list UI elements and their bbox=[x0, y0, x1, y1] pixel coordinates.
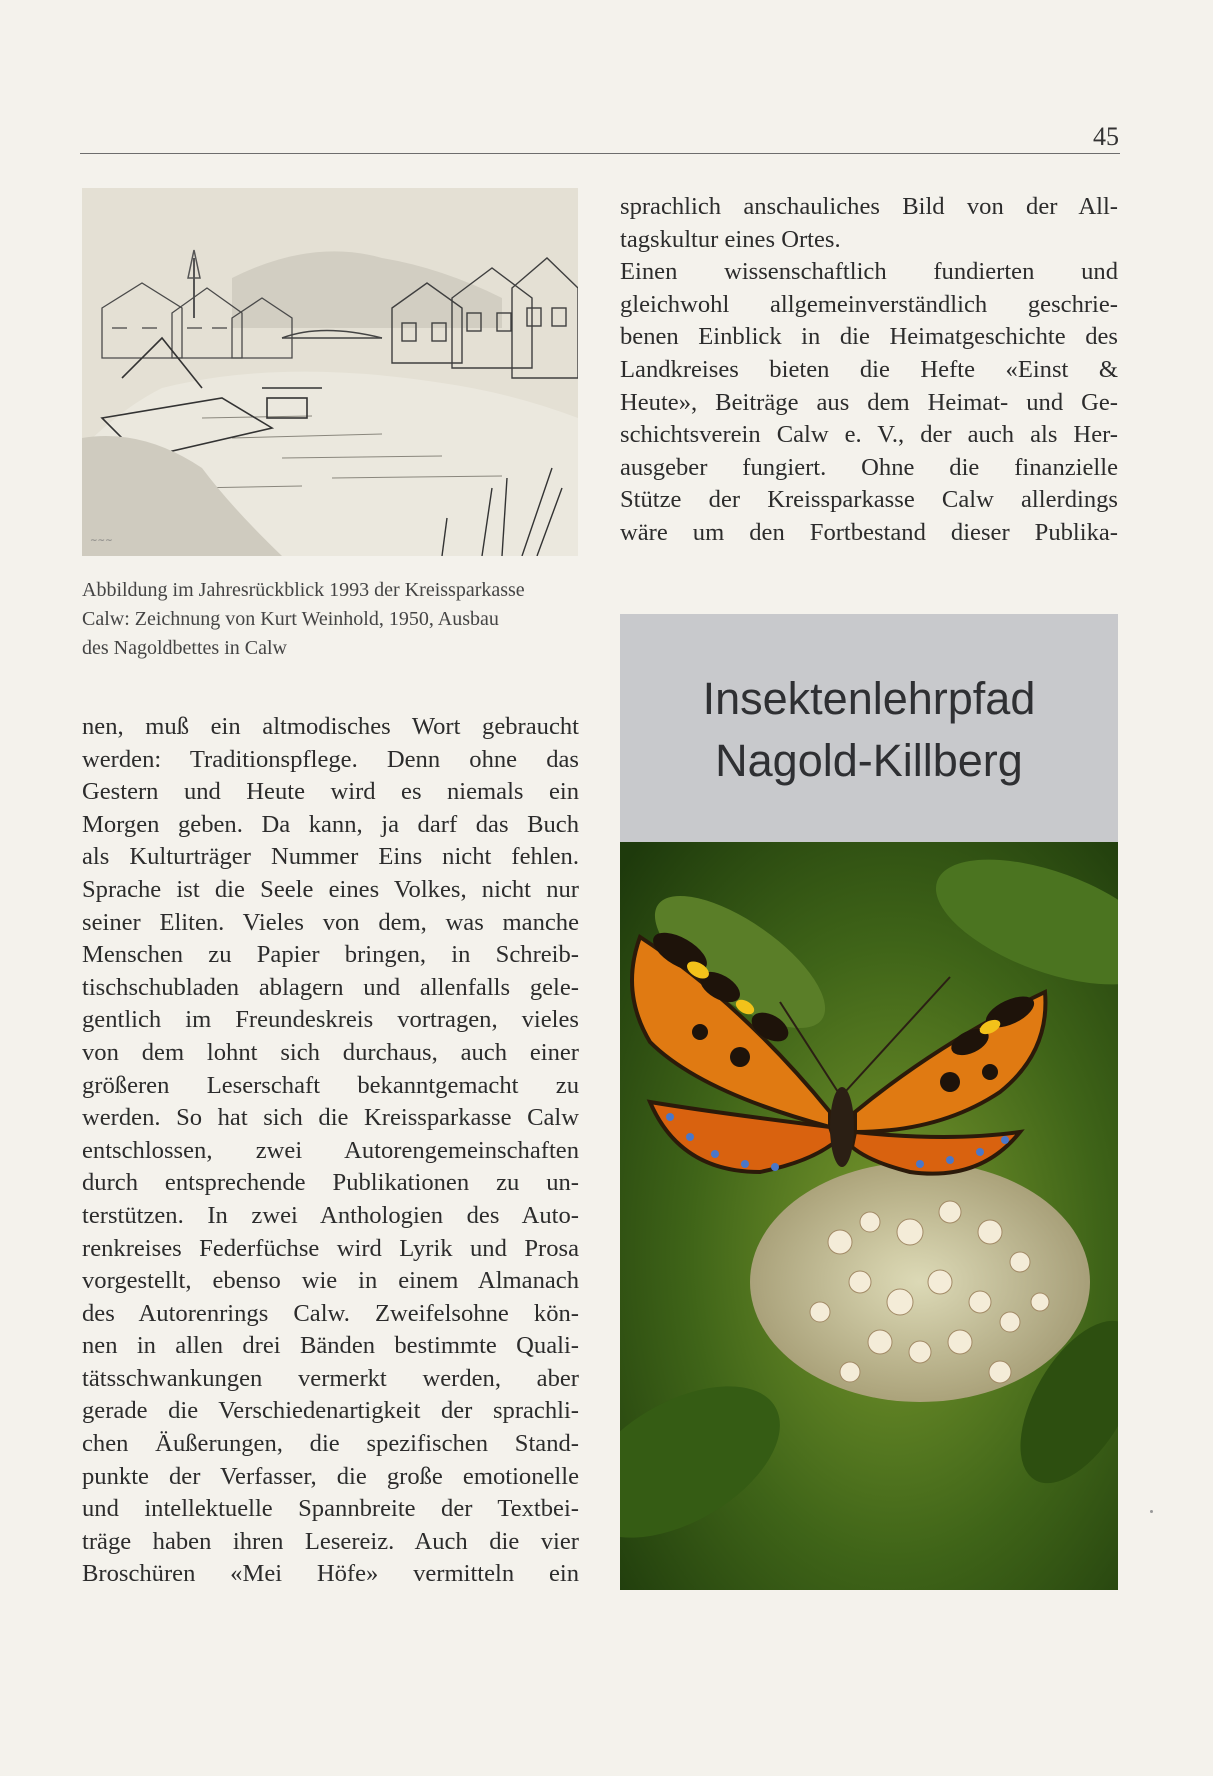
caption-line: Abbildung im Jahresrückblick 1993 der Kreissparkasse bbox=[82, 579, 525, 601]
butterfly-photo bbox=[620, 842, 1118, 1590]
text-line: ausgeber fungiert. Ohne die finanzielle bbox=[620, 453, 1118, 481]
text-line: wäre um den Fortbestand dieser Publika- bbox=[620, 518, 1118, 546]
poster-title-panel bbox=[620, 614, 1118, 842]
text-line: sprachlich anschauliches Bild von der All- bbox=[620, 193, 1118, 220]
text-line: entschlossen, zwei Autorengemeinschaften bbox=[82, 1136, 579, 1164]
caption-line: Calw: Zeichnung von Kurt Weinhold, 1950, Ausbau bbox=[82, 608, 499, 630]
text-line: Einen wissenschaftlich fundierten und bbox=[620, 258, 1118, 286]
text-line: tagskultur eines Ortes. bbox=[620, 225, 841, 253]
poster-title-line: Insektenlehrpfad bbox=[702, 673, 1036, 724]
text-line: träge haben ihren Lesereiz. Auch die vier bbox=[82, 1527, 579, 1555]
text-line: tätsschwankungen vermerkt werden, aber bbox=[82, 1364, 579, 1392]
text-line: Gestern und Heute wird es niemals ein bbox=[82, 778, 579, 806]
text-line: des Autorenrings Calw. Zweifelsohne kön- bbox=[82, 1299, 579, 1327]
text-line: werden. So hat sich die Kreissparkasse Calw bbox=[82, 1104, 579, 1132]
text-line: gentlich im Freundeskreis vortragen, vieles bbox=[82, 1006, 579, 1034]
text-line: punkte der Verfasser, die große emotionelle bbox=[82, 1462, 579, 1490]
text-line: von dem lohnt sich durchaus, auch einer bbox=[82, 1038, 579, 1066]
text-line: größeren Leserschaft bekanntgemacht zu bbox=[82, 1071, 579, 1099]
svg-text:~~~: ~~~ bbox=[90, 536, 113, 546]
text-line: Broschüren «Mei Höfe» vermitteln ein bbox=[82, 1560, 579, 1588]
caption-line: des Nagoldbettes in Calw bbox=[82, 637, 287, 659]
river-sketch-illustration bbox=[82, 188, 578, 556]
text-line: als Kulturträger Nummer Eins nicht fehlen. bbox=[82, 843, 579, 871]
poster-title-line: Nagold-Killberg bbox=[715, 735, 1023, 786]
text-line: gerade die Verschiedenartigkeit der sprachli- bbox=[82, 1397, 579, 1425]
text-line: benen Einblick in die Heimatgeschichte des bbox=[620, 323, 1118, 351]
text-line: werden: Traditionspflege. Denn ohne das bbox=[82, 745, 579, 773]
text-line: schichtsverein Calw e. V., der auch als Her- bbox=[620, 421, 1118, 449]
text-line: gleichwohl allgemeinverständlich geschrie- bbox=[620, 290, 1118, 318]
text-line: Menschen zu Papier bringen, in Schreib- bbox=[82, 941, 579, 969]
text-line: Stütze der Kreissparkasse Calw allerdings bbox=[620, 486, 1118, 514]
text-line: Morgen geben. Da kann, ja darf das Buch bbox=[82, 810, 579, 838]
poster-title bbox=[620, 668, 1118, 792]
insect-trail-poster bbox=[620, 614, 1118, 1590]
text-line: seiner Eliten. Vieles von dem, was manche bbox=[82, 908, 579, 936]
text-line: durch entsprechende Publikationen zu un- bbox=[82, 1169, 579, 1197]
text-line: tischschubladen ablagern und allenfalls gele- bbox=[82, 973, 579, 1001]
text-line: nen in allen drei Bänden bestimmte Quali- bbox=[82, 1332, 579, 1360]
left-column-text bbox=[82, 711, 579, 1591]
text-line: renkreises Federfüchse wird Lyrik und Prosa bbox=[82, 1234, 579, 1262]
text-line: vorgestellt, ebenso wie in einem Almanach bbox=[82, 1267, 579, 1295]
print-speck bbox=[1150, 1510, 1153, 1513]
text-line: terstützen. In zwei Anthologien des Auto- bbox=[82, 1201, 579, 1229]
text-line: chen Äußerungen, die spezifischen Stand- bbox=[82, 1430, 579, 1458]
text-line: und intellektuelle Spannbreite der Textbei- bbox=[82, 1495, 579, 1523]
header-rule bbox=[80, 153, 1120, 154]
figure-caption bbox=[82, 576, 582, 663]
page-number: 45 bbox=[1093, 122, 1119, 151]
text-line: Heute», Beiträge aus dem Heimat- und Ge- bbox=[620, 388, 1118, 416]
text-line: Landkreises bieten die Hefte «Einst & bbox=[620, 355, 1118, 383]
right-column-text bbox=[620, 191, 1118, 550]
text-line: nen, muß ein altmodisches Wort gebraucht bbox=[82, 713, 579, 740]
text-line: Sprache ist die Seele eines Volkes, nicht nur bbox=[82, 875, 579, 903]
